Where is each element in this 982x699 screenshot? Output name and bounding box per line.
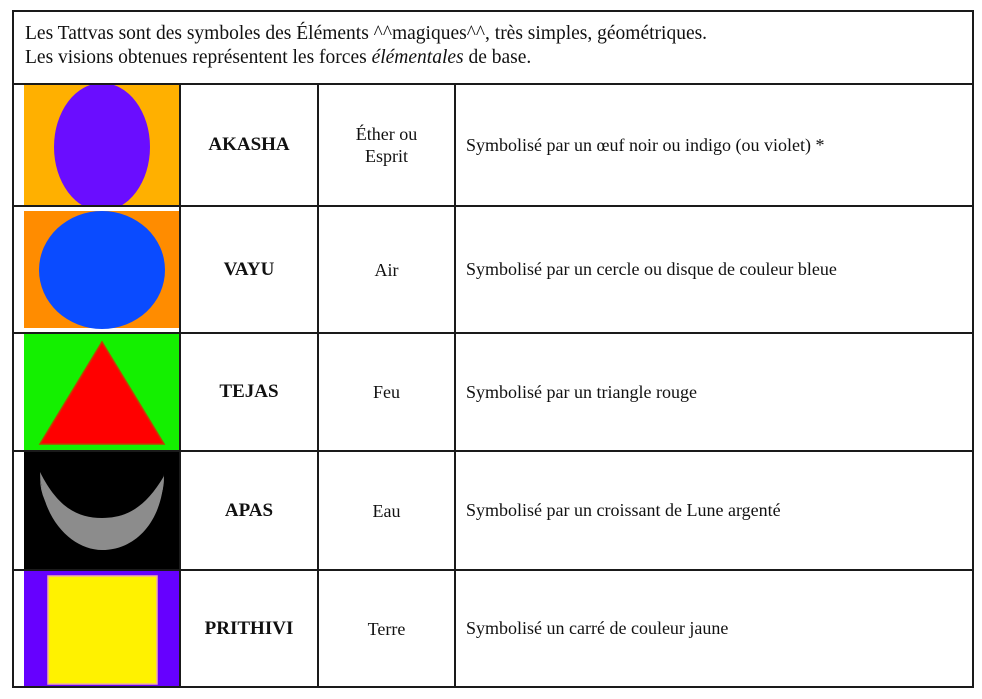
- tattva-element: Terre: [317, 571, 454, 686]
- apas-symbol-cell: [24, 452, 179, 569]
- circle-disc-icon: [24, 207, 179, 332]
- tattva-name: AKASHA: [179, 85, 317, 205]
- tejas-symbol-cell: [24, 334, 179, 450]
- intro-paragraph: [14, 12, 972, 85]
- tattva-element: Éther ou Esprit: [317, 85, 454, 205]
- tattva-description: Symbolisé par un croissant de Lune argenté: [454, 452, 972, 569]
- table-row-akasha: [14, 85, 972, 207]
- intro-line-2: Les visions obtenues représentent les forces élémentales de base.: [25, 47, 532, 68]
- crescent-moon-icon: [24, 452, 179, 569]
- intro-line-1: Les Tattvas sont des symboles des Éléments ^^magiques^^, très simples, géométriques.: [25, 23, 708, 44]
- akasha-symbol-cell: [24, 85, 179, 205]
- oval-egg-icon: [24, 85, 179, 205]
- table-row-apas: [14, 452, 972, 571]
- tattva-description: Symbolisé par un cercle ou disque de couleur bleue: [454, 207, 972, 332]
- tattva-name: TEJAS: [179, 334, 317, 450]
- tattva-name: PRITHIVI: [179, 571, 317, 686]
- triangle-icon: [24, 334, 179, 450]
- emphasis-elementales: élémentales: [371, 47, 464, 68]
- tattva-description: Symbolisé un carré de couleur jaune: [454, 571, 972, 686]
- prithivi-symbol-cell: [24, 571, 179, 686]
- tattva-name: APAS: [179, 452, 317, 569]
- table-row-vayu: [14, 207, 972, 334]
- tattva-description: Symbolisé par un œuf noir ou indigo (ou violet) *: [454, 85, 972, 205]
- tattva-description: Symbolisé par un triangle rouge: [454, 334, 972, 450]
- table-row-tejas: [14, 334, 972, 452]
- square-icon: [24, 571, 179, 686]
- vayu-symbol-cell: [24, 207, 179, 332]
- tattvas-table: [12, 10, 974, 688]
- tattva-element: Air: [317, 207, 454, 332]
- table-row-prithivi: [14, 571, 972, 686]
- tattva-element: Eau: [317, 452, 454, 569]
- tattva-name: VAYU: [179, 207, 317, 332]
- tattva-element: Feu: [317, 334, 454, 450]
